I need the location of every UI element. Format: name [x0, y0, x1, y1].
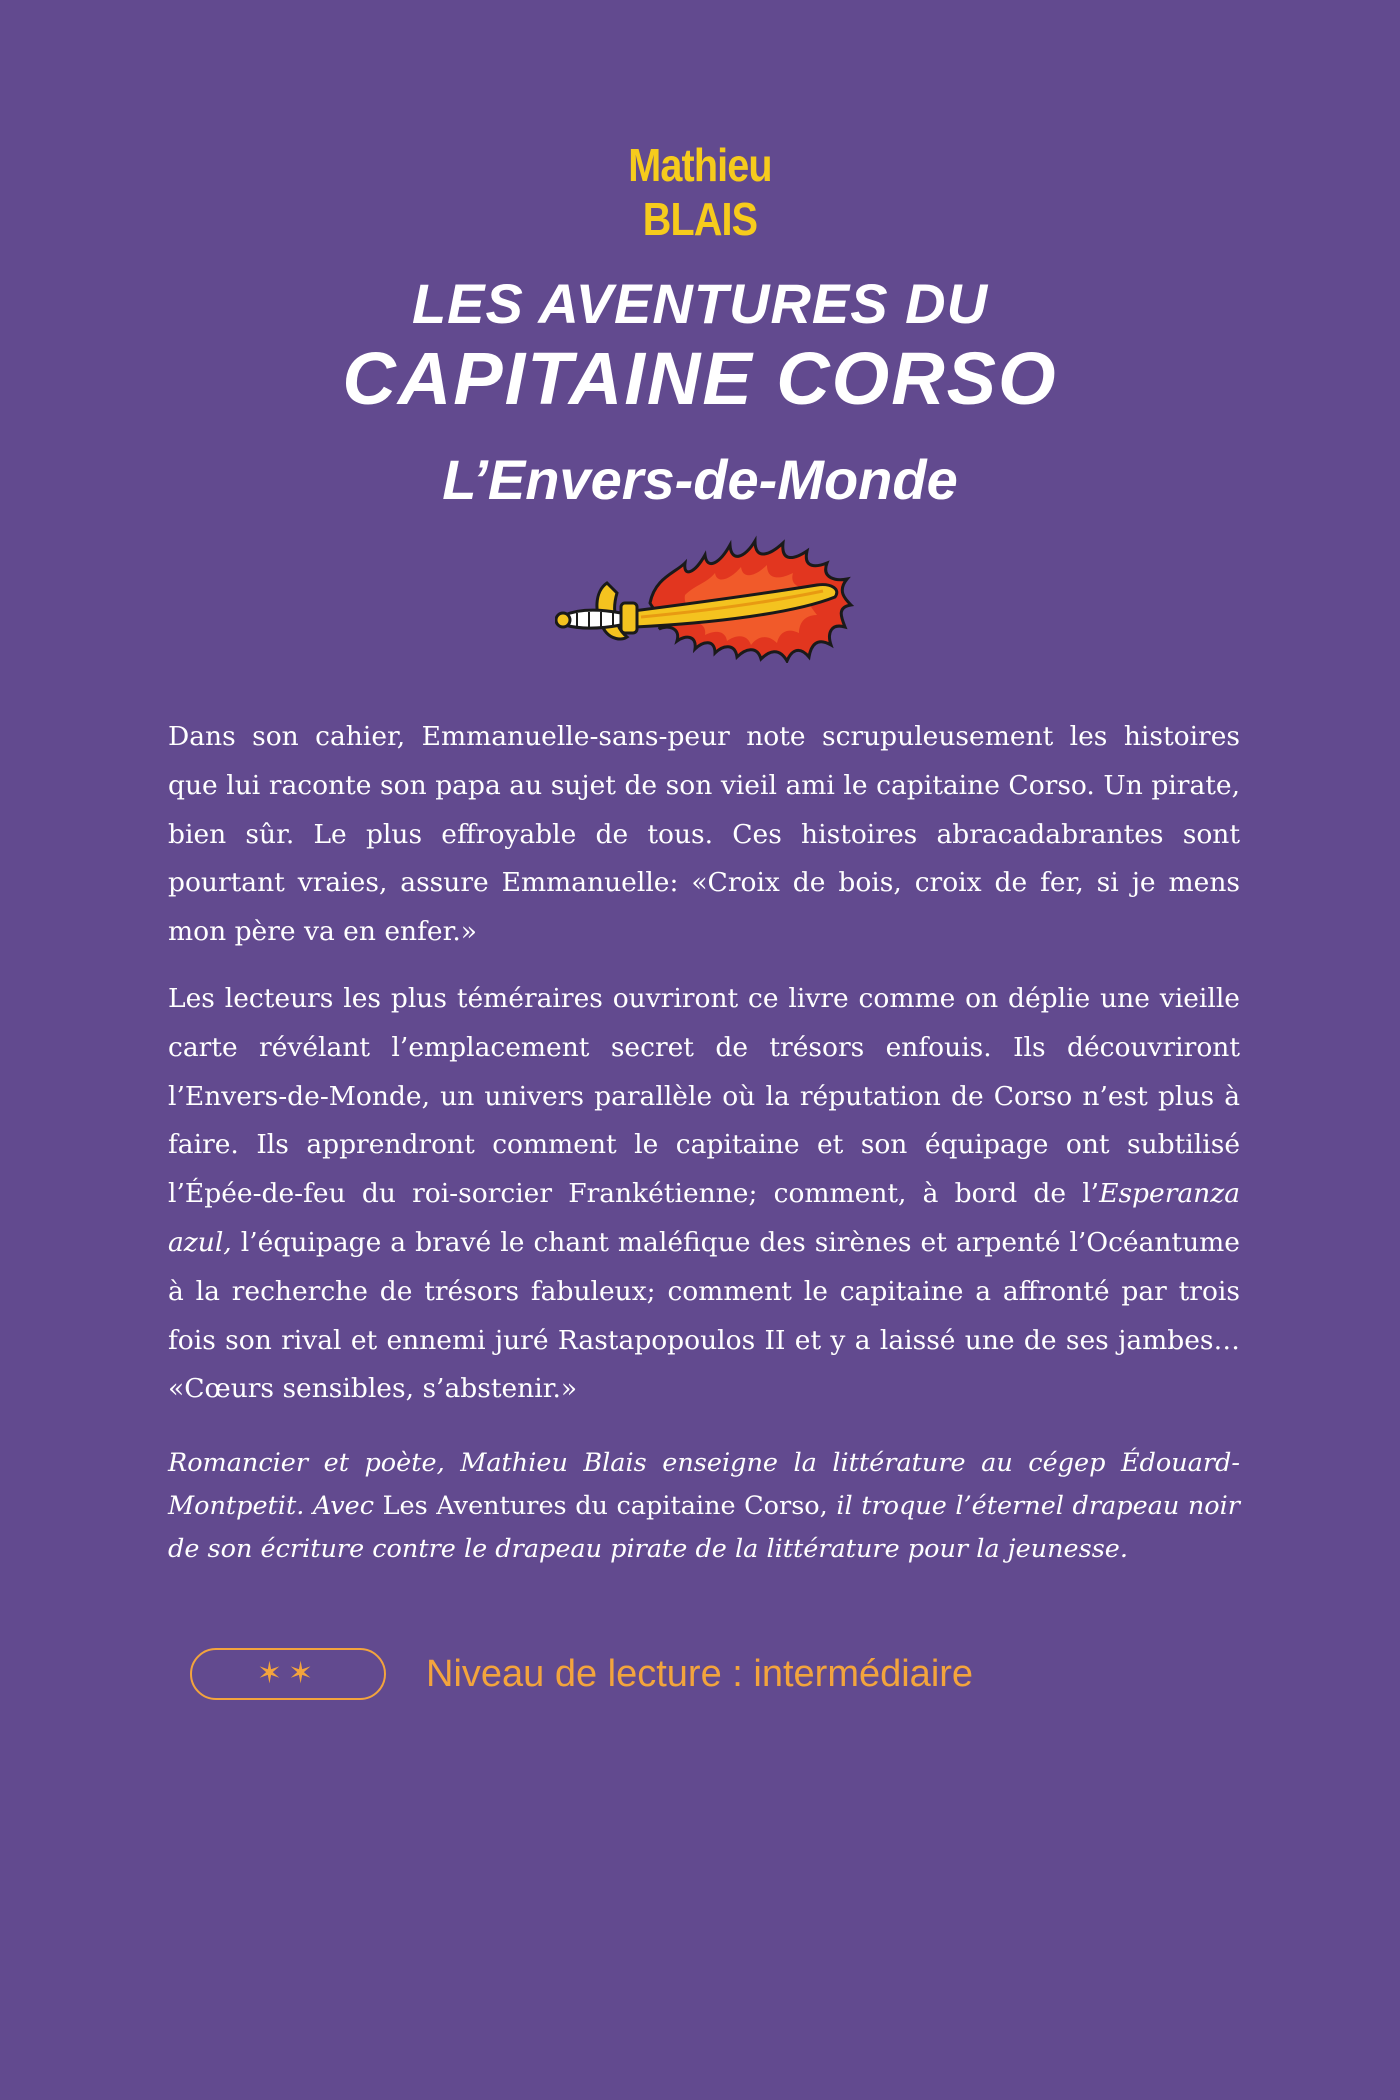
reading-level-stars-badge: ✶✶	[190, 1648, 386, 1700]
author-name	[98, 138, 1302, 246]
book-subtitle: L’Envers-de-Monde	[442, 448, 958, 511]
author-bio-series-title: Les Aventures du capitaine Corso,	[382, 1491, 828, 1522]
synopsis-paragraph-1: Dans son cahier, Emmanuelle-sans-peur note scrupuleusement les histoires que lui raconte son papa au sujet de son vieil ami le capitaine Corso. Un pirate, bien sûr. Le plus effroyable de tous. Ces histoires abracadabrantes sont pourtant vraies, assure Emmanuelle: «Croix de bois, croix de fer, si je mens mon père va en enfer.»	[168, 721, 1240, 948]
back-cover-text	[168, 713, 1240, 1589]
synopsis-paragraph-2	[168, 975, 1240, 1414]
synopsis-paragraph-2-part-b: l’équipage a bravé le chant maléfique des sirènes et arpenté l’Océantume à la recherche de trésors fabuleux; comment le capitaine a affronté par trois fois son rival et ennemi juré Rastapopoulos II et y a laissé une de ses jambes… «Cœurs sensibles, s’abstenir.»	[168, 1226, 1240, 1405]
author-first-name: Mathieu	[628, 139, 772, 191]
series-title	[0, 272, 1400, 422]
synopsis-paragraph-2-part-a: Les lecteurs les plus téméraires ouvriront ce livre comme on déplie une vieille carte révélant l’emplacement secret de trésors enfouis. Ils découvriront l’Envers-de-Monde, un univers parallèle où la réputation de Corso n’est plus à faire. Ils apprendront comment le capitaine et son équipage ont subtilisé l’Épée-de-feu du roi-sorcier Frankétienne; comment, à bord de l’	[168, 982, 1240, 1210]
reading-level	[190, 1648, 1290, 1704]
reading-level-label: Niveau de lecture : intermédiaire	[426, 1653, 974, 1695]
author-bio	[168, 1442, 1240, 1571]
flaming-sword-icon	[555, 533, 855, 663]
ship-name: Esperanza azul,	[168, 1178, 1240, 1258]
author-last-name: BLAIS	[642, 193, 758, 245]
series-title-line2: CAPITAINE CORSO	[342, 337, 1058, 420]
author-bio-part-a: Romancier et poète, Mathieu Blais enseigne la littérature au cégep Édouard-Montpetit. Avec	[168, 1448, 1240, 1522]
author-bio-part-b: il troque l’éternel drapeau noir de son écriture contre le drapeau pirate de la littérature pour la jeunesse.	[168, 1491, 1240, 1565]
series-title-line1: LES AVENTURES DU	[411, 272, 989, 335]
